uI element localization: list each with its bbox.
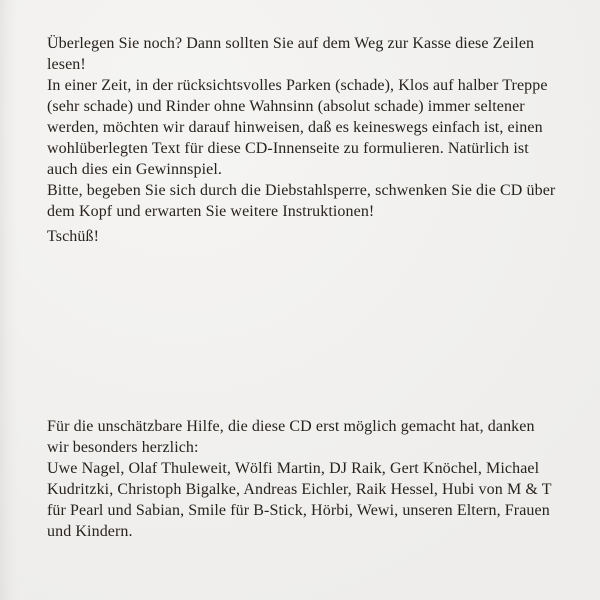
farewell-text (47, 226, 99, 247)
text-line: Uwe Nagel, Olaf Thuleweit, Wölfi Martin, DJ Raik, Gert Knöchel, Michael (47, 460, 540, 477)
text-line: dem Kopf und erwarten Sie weitere Instruktionen! (47, 203, 375, 220)
text-line: (sehr schade) und Rinder ohne Wahnsinn (absolut schade) immer seltener (47, 98, 525, 115)
text-line: wohlüberlegten Text für diese CD-Innenseite zu formulieren. Natürlich ist (47, 140, 529, 157)
text-line: und Kindern. (47, 523, 133, 540)
text-line: Kudritzki, Christoph Bigalke, Andreas Eichler, Raik Hessel, Hubi von M & T (47, 481, 552, 498)
text-line: wir besonders herzlich: (47, 439, 199, 456)
text-line: Bitte, begeben Sie sich durch die Diebstahlsperre, schwenken Sie die CD über (47, 182, 556, 199)
text-line: für Pearl und Sabian, Smile für B-Stick, Hörbi, Wewi, unseren Eltern, Frauen (47, 502, 550, 519)
text-line: werden, möchten wir darauf hinweisen, daß es keineswegs einfach ist, einen (47, 119, 543, 136)
credits-paragraph (47, 416, 552, 542)
text-line: lesen! (47, 56, 86, 73)
text-line: Tschüß! (47, 228, 100, 245)
intro-paragraph (47, 33, 555, 222)
text-line: In einer Zeit, in der rücksichtsvolles Parken (schade), Klos auf halber Treppe (47, 77, 548, 94)
text-line: Überlegen Sie noch? Dann sollten Sie auf dem Weg zur Kasse diese Zeilen (47, 35, 535, 52)
text-line: auch dies ein Gewinnspiel. (47, 161, 222, 178)
text-line: Für die unschätzbare Hilfe, die diese CD erst möglich gemacht hat, danken (47, 418, 535, 435)
